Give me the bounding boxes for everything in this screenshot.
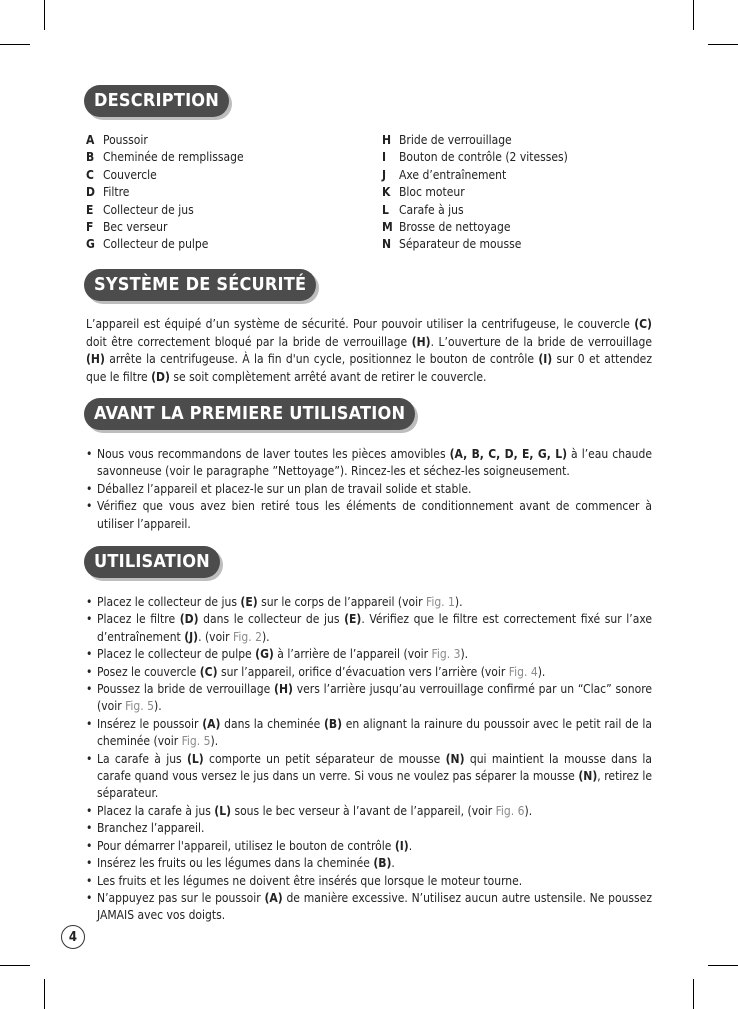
crop-mark [693, 979, 694, 1009]
list-item: M Brosse de nettoyage [382, 220, 511, 235]
list-item: A Poussoir [86, 133, 148, 147]
list-item: E Collecteur de jus [86, 202, 194, 217]
list-item: D Filtre [86, 185, 130, 200]
crop-mark [708, 44, 738, 45]
list-item: • Placez le collecteur de jus (E) sur le corps de l’appareil (voir Fig. 1). [86, 594, 652, 611]
section-title-description: DESCRIPTION [84, 85, 229, 117]
list-item: L Carafe à jus [382, 202, 464, 217]
list-item: B Cheminée de remplissage [86, 150, 244, 165]
list-item: • Vérifiez que vous avez bien retiré tous les éléments de conditionnement avant de commencer à utiliser l’appareil. [86, 498, 652, 533]
crop-mark [708, 965, 738, 966]
section-title-utilisation: UTILISATION [84, 546, 220, 578]
list-item: • Insérez les fruits ou les légumes dans la cheminée (B). [86, 855, 652, 872]
list-item: K Bloc moteur [382, 185, 465, 200]
list-item: H Bride de verrouillage [382, 133, 512, 147]
list-item: • Placez le filtre (D) dans le collecteur de jus (E). Vérifiez que le filtre est correctement fixé sur l’axe d’entraînement (J). (voir Fig. 2). [86, 611, 652, 646]
securite-paragraph: L’appareil est équipé d’un système de sécurité. Pour pouvoir utiliser la centrifugeuse, le couvercle (C) doit être correctement bloqué par la bride de verrouillage (H). L’ouverture de la bride de verrouillage (H) arrête la centrifugeuse. À la fin d'un cycle, positionnez le bouton de contrôle (I) sur 0 et attendez que le filtre (D) se soit complètement arrêté avant de retirer le couvercle. [86, 317, 652, 384]
crop-mark [44, 0, 45, 30]
list-item: I Bouton de contrôle (2 vitesses) [382, 150, 568, 165]
list-item: • N’appuyez pas sur le poussoir (A) de manière excessive. N’utilisez aucun autre ustensile. Ne poussez JAMAIS avec vos doigts. [86, 890, 652, 925]
utilisation-list [86, 594, 652, 925]
crop-mark [44, 979, 45, 1009]
list-item: • Posez le couvercle (C) sur l’appareil, orifice d’évacuation vers l’arrière (voir Fig. 4). [86, 664, 652, 681]
list-item: C Couvercle [86, 167, 157, 182]
crop-mark [693, 0, 694, 30]
list-item: • La carafe à jus (L) comporte un petit séparateur de mousse (N) qui maintient la mousse dans la carafe quand vous versez le jus dans un verre. Si vous ne voulez pas séparer la mousse (N), retirez le séparateur. [86, 751, 652, 803]
list-item: • Poussez la bride de verrouillage (H) vers l’arrière jusqu’au verrouillage confirmé par un “Clac” sonore (voir Fig. 5). [86, 681, 652, 716]
list-item: F Bec verseur [86, 220, 168, 235]
section-title-avant: AVANT LA PREMIERE UTILISATION [84, 398, 415, 430]
list-item: • Placez le collecteur de pulpe (G) à l’arrière de l’appareil (voir Fig. 3). [86, 646, 652, 663]
description-list-left [86, 132, 244, 254]
section-title-securite: SYSTÈME DE SÉCURITÉ [84, 269, 316, 301]
list-item: • Branchez l’appareil. [86, 820, 652, 837]
list-item: • Placez la carafe à jus (L) sous le bec verseur à l’avant de l’appareil, (voir Fig. 6). [86, 803, 652, 820]
list-item: • Nous vous recommandons de laver toutes les pièces amovibles (A, B, C, D, E, G, L) à l’eau chaude savonneuse (voir le paragraphe ”Nettoyage”). Rincez-les et séchez-les soigneusement. [86, 446, 652, 481]
list-item: • Les fruits et les légumes ne doivent être insérés que lorsque le moteur tourne. [86, 873, 652, 890]
page-number: 4 [61, 925, 85, 949]
crop-mark [0, 44, 30, 45]
list-item: • Déballez l’appareil et placez-le sur un plan de travail solide et stable. [86, 481, 652, 498]
description-list-right [382, 132, 568, 254]
list-item: • Insérez le poussoir (A) dans la cheminée (B) en alignant la rainure du poussoir avec le petit rail de la cheminée (voir Fig. 5). [86, 716, 652, 751]
list-item: N Séparateur de mousse [382, 237, 522, 252]
list-item: J Axe d’entraînement [382, 167, 507, 182]
crop-mark [0, 965, 30, 966]
list-item: G Collecteur de pulpe [86, 237, 209, 252]
list-item: • Pour démarrer l'appareil, utilisez le bouton de contrôle (I). [86, 838, 652, 855]
avant-list [86, 446, 652, 533]
